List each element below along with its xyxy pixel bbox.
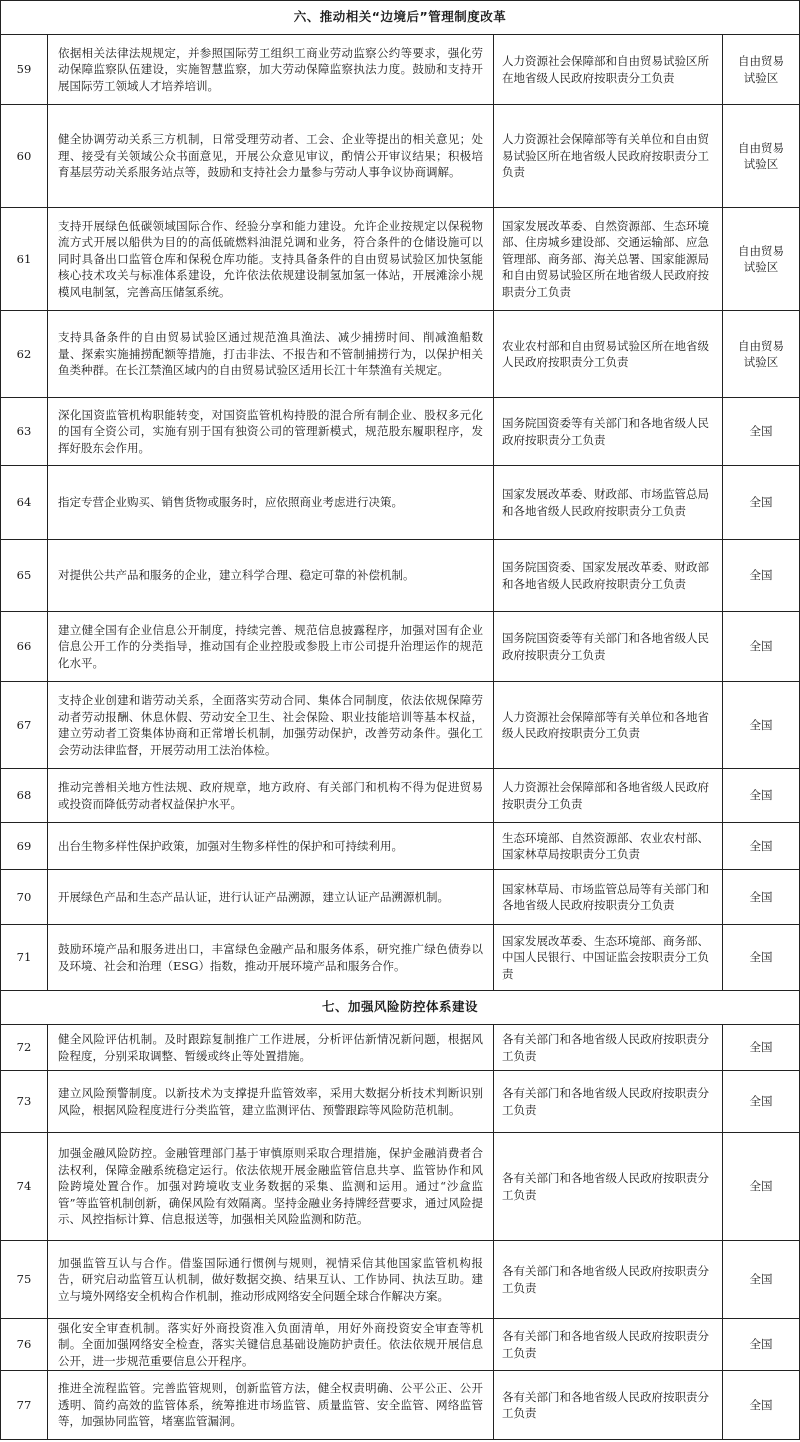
applicable-scope: 全国 (723, 870, 800, 925)
row-number: 66 (1, 612, 48, 682)
measure-text: 健全风险评估机制。及时跟踪复制推广工作进展，分析评估新情况新问题，根据风险程度，分别采取调整、暂缓或终止等处置措施。 (48, 1025, 494, 1071)
table-row (1, 612, 800, 682)
applicable-scope: 自由贸易 试验区 (723, 208, 800, 311)
responsible-departments: 国家林草局、市场监管总局等有关部门和各地省级人民政府按职责分工负责 (494, 870, 723, 925)
table-row (1, 1025, 800, 1071)
responsible-departments: 人力资源社会保障部和各地省级人民政府按职责分工负责 (494, 769, 723, 823)
applicable-scope: 全国 (723, 823, 800, 870)
row-number: 68 (1, 769, 48, 823)
row-number: 60 (1, 105, 48, 208)
applicable-scope: 全国 (723, 682, 800, 769)
row-number: 62 (1, 311, 48, 398)
applicable-scope: 全国 (723, 398, 800, 466)
applicable-scope: 自由贸易 试验区 (723, 105, 800, 208)
row-number: 69 (1, 823, 48, 870)
table-row (1, 466, 800, 540)
table-row (1, 769, 800, 823)
row-number: 65 (1, 540, 48, 612)
row-number: 63 (1, 398, 48, 466)
section-title: 七、加强风险防控体系建设 (1, 991, 800, 1025)
applicable-scope: 全国 (723, 466, 800, 540)
table-row (1, 208, 800, 311)
row-number: 73 (1, 1071, 48, 1133)
measure-text: 深化国资监管机构职能转变，对国资监管机构持股的混合所有制企业、股权多元化的国有全资公司，实施有别于国有独资公司的管理新模式，规范股东履职程序，发挥好股东会作用。 (48, 398, 494, 466)
responsible-departments: 各有关部门和各地省级人民政府按职责分工负责 (494, 1319, 723, 1371)
responsible-departments: 国务院国资委、国家发展改革委、财政部和各地省级人民政府按职责分工负责 (494, 540, 723, 612)
measure-text: 建立健全国有企业信息公开制度，持续完善、规范信息披露程序，加强对国有企业信息公开工作的分类指导，推动国有企业控股或参股上市公司提升治理运作的规范化水平。 (48, 612, 494, 682)
measure-text: 健全协调劳动关系三方机制，日常受理劳动者、工会、企业等提出的相关意见；处理、接受有关领域公众书面意见，开展公众意见审议，酌情公开审议结果；积极培育基层劳动关系服务站点等，鼓励和支持社会力量参与劳动人事争议协商调解。 (48, 105, 494, 208)
applicable-scope: 全国 (723, 1241, 800, 1319)
responsible-departments: 国务院国资委等有关部门和各地省级人民政府按职责分工负责 (494, 398, 723, 466)
table-row (1, 1241, 800, 1319)
responsible-departments: 各有关部门和各地省级人民政府按职责分工负责 (494, 1241, 723, 1319)
row-number: 70 (1, 870, 48, 925)
measure-text: 对提供公共产品和服务的企业，建立科学合理、稳定可靠的补偿机制。 (48, 540, 494, 612)
measure-text: 支持开展绿色低碳领域国际合作、经验分享和能力建设。允许企业按规定以保税物流方式开展以船供为目的的高低硫燃料油混兑调和业务，符合条件的仓储设施可以同时具备出口监管仓库和保税仓库功能。支持具备条件的自由贸易试验区加快氢能核心技术攻关与标准体系建设，允许依法依规建设制氢加氢一体站，开展滩涂小规模风电制氢，完善高压储氢系统。 (48, 208, 494, 311)
measure-text: 支持具备条件的自由贸易试验区通过规范渔具渔法、减少捕捞时间、削减渔船数量、探索实施捕捞配额等措施，打击非法、不报告和不管制捕捞行为，以保护相关鱼类种群。在长江禁渔区域内的自由贸易试验区适用长江十年禁渔有关规定。 (48, 311, 494, 398)
responsible-departments: 人力资源社会保障部和自由贸易试验区所在地省级人民政府按职责分工负责 (494, 35, 723, 105)
row-number: 74 (1, 1133, 48, 1241)
measure-text: 强化安全审查机制。落实好外商投资准入负面清单，用好外商投资安全审查等机制。全面加强网络安全检查，落实关键信息基础设施防护责任。依法依规开展信息公开，进一步规范重要信息公开程序。 (48, 1319, 494, 1371)
responsible-departments: 生态环境部、自然资源部、农业农村部、国家林草局按职责分工负责 (494, 823, 723, 870)
responsible-departments: 国务院国资委等有关部门和各地省级人民政府按职责分工负责 (494, 612, 723, 682)
row-number: 72 (1, 1025, 48, 1071)
measure-text: 加强金融风险防控。金融管理部门基于审慎原则采取合理措施，保护金融消费者合法权利，保障金融系统稳定运行。依法依规开展金融监管信息共享、监管协作和风险跨境处置合作。加强对跨境收支业务数据的采集、监测和运用。通过“沙盒监管”等监管机制创新，确保风险有效隔离。坚持金融业务持牌经营要求，通过风险提示、风控指标计算、信息报送等，加强相关风险监测和防范。 (48, 1133, 494, 1241)
row-number: 59 (1, 35, 48, 105)
measure-text: 加强监管互认与合作。借鉴国际通行惯例与规则，视情采信其他国家监管机构报告，研究启动监管互认机制，做好数据交换、结果互认、工作协同、执法互助。建立与境外网络安全机构合作机制，推动形成网络安全问题全球合作解决方案。 (48, 1241, 494, 1319)
table-row (1, 1133, 800, 1241)
policy-table-body (1, 1, 800, 1440)
table-row (1, 682, 800, 769)
applicable-scope: 全国 (723, 1133, 800, 1241)
applicable-scope: 全国 (723, 1319, 800, 1371)
responsible-departments: 人力资源社会保障部等有关单位和自由贸易试验区所在地省级人民政府按职责分工负责 (494, 105, 723, 208)
responsible-departments: 各有关部门和各地省级人民政府按职责分工负责 (494, 1371, 723, 1440)
applicable-scope: 全国 (723, 1071, 800, 1133)
responsible-departments: 各有关部门和各地省级人民政府按职责分工负责 (494, 1133, 723, 1241)
responsible-departments: 国家发展改革委、生态环境部、商务部、中国人民银行、中国证监会按职责分工负责 (494, 925, 723, 991)
applicable-scope: 全国 (723, 769, 800, 823)
table-row (1, 398, 800, 466)
applicable-scope: 全国 (723, 1025, 800, 1071)
section-header-row (1, 991, 800, 1025)
table-row (1, 105, 800, 208)
measure-text: 推动完善相关地方性法规、政府规章，地方政府、有关部门和机构不得为促进贸易或投资而降低劳动者权益保护水平。 (48, 769, 494, 823)
section-title: 六、推动相关“边境后”管理制度改革 (1, 1, 800, 35)
section-header-row (1, 1, 800, 35)
measure-text: 出台生物多样性保护政策，加强对生物多样性的保护和可持续利用。 (48, 823, 494, 870)
measure-text: 支持企业创建和谐劳动关系，全面落实劳动合同、集体合同制度，依法依规保障劳动者劳动报酬、休息休假、劳动安全卫生、社会保险、职业技能培训等基本权益，建立劳动者工资集体协商和正常增长机制，加强劳动保护，改善劳动条件。强化工会劳动法律监督，开展劳动用工法治体检。 (48, 682, 494, 769)
measure-text: 建立风险预警制度。以新技术为支撑提升监管效率，采用大数据分析技术判断识别风险，根据风险程度进行分类监管，建立监测评估、预警跟踪等风险防范机制。 (48, 1071, 494, 1133)
row-number: 71 (1, 925, 48, 991)
row-number: 61 (1, 208, 48, 311)
responsible-departments: 人力资源社会保障部等有关单位和各地省级人民政府按职责分工负责 (494, 682, 723, 769)
measure-text: 依据相关法律法规规定，并参照国际劳工组织工商业劳动监察公约等要求，强化劳动保障监察队伍建设，实施智慧监察，加大劳动保障监察执法力度。鼓励和支持开展国际劳工领域人才培养培训。 (48, 35, 494, 105)
row-number: 64 (1, 466, 48, 540)
applicable-scope: 自由贸易 试验区 (723, 311, 800, 398)
table-row (1, 1071, 800, 1133)
measure-text: 指定专营企业购买、销售货物或服务时，应依照商业考虑进行决策。 (48, 466, 494, 540)
table-row (1, 311, 800, 398)
table-row (1, 35, 800, 105)
row-number: 76 (1, 1319, 48, 1371)
table-row (1, 925, 800, 991)
responsible-departments: 各有关部门和各地省级人民政府按职责分工负责 (494, 1071, 723, 1133)
measure-text: 鼓励环境产品和服务进出口，丰富绿色金融产品和服务体系，研究推广绿色债券以及环境、社会和治理（ESG）指数，推动开展环境产品和服务合作。 (48, 925, 494, 991)
applicable-scope: 全国 (723, 1371, 800, 1440)
table-row (1, 1371, 800, 1440)
measure-text: 推进全流程监管。完善监管规则，创新监管方法，健全权责明确、公平公正、公开透明、简约高效的监管体系，统筹推进市场监管、质量监管、安全监管、网络监管等，加强协同监管，堵塞监管漏洞。 (48, 1371, 494, 1440)
responsible-departments: 各有关部门和各地省级人民政府按职责分工负责 (494, 1025, 723, 1071)
table-row (1, 1319, 800, 1371)
applicable-scope: 全国 (723, 925, 800, 991)
row-number: 75 (1, 1241, 48, 1319)
responsible-departments: 国家发展改革委、自然资源部、生态环境部、住房城乡建设部、交通运输部、应急管理部、商务部、海关总署、国家能源局和自由贸易试验区所在地省级人民政府按职责分工负责 (494, 208, 723, 311)
row-number: 67 (1, 682, 48, 769)
table-row (1, 540, 800, 612)
responsible-departments: 农业农村部和自由贸易试验区所在地省级人民政府按职责分工负责 (494, 311, 723, 398)
applicable-scope: 全国 (723, 540, 800, 612)
row-number: 77 (1, 1371, 48, 1440)
applicable-scope: 自由贸易 试验区 (723, 35, 800, 105)
table-row (1, 823, 800, 870)
applicable-scope: 全国 (723, 612, 800, 682)
table-row (1, 870, 800, 925)
responsible-departments: 国家发展改革委、财政部、市场监管总局和各地省级人民政府按职责分工负责 (494, 466, 723, 540)
measure-text: 开展绿色产品和生态产品认证，进行认证产品溯源，建立认证产品溯源机制。 (48, 870, 494, 925)
